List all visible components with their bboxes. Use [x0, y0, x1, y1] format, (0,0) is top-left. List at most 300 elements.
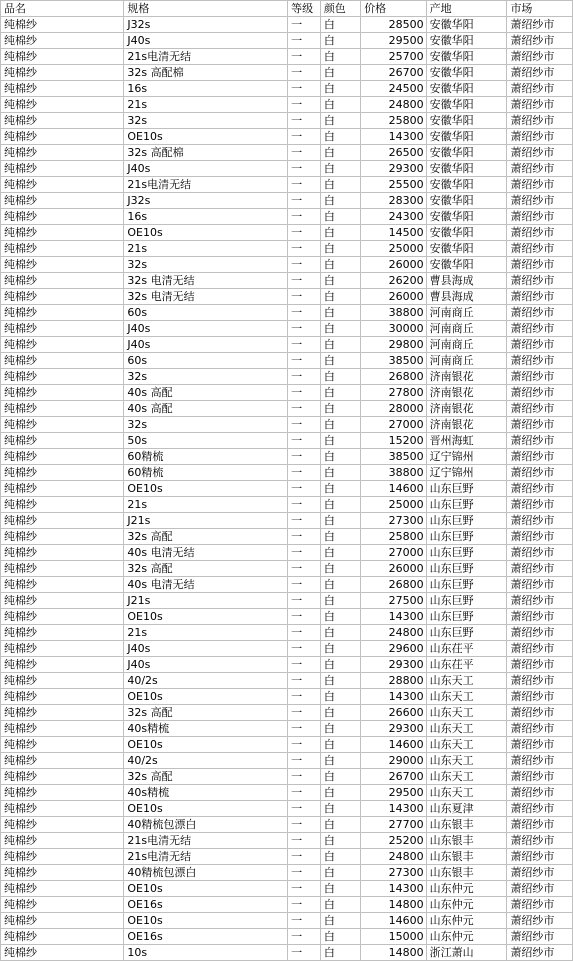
price-cell: 24500: [361, 81, 426, 97]
price-cell: 25800: [361, 529, 426, 545]
grade-cell: 一: [288, 225, 321, 241]
product-name-cell: 纯棉纱: [1, 721, 124, 737]
header-spec: 规格: [124, 1, 288, 17]
spec-cell: 60精梳: [124, 449, 288, 465]
table-row: [1, 321, 573, 337]
price-cell: 27500: [361, 593, 426, 609]
product-name-cell: 纯棉纱: [1, 753, 124, 769]
product-name-cell: 纯棉纱: [1, 433, 124, 449]
grade-cell: 一: [288, 193, 321, 209]
spec-cell: 32s 高配棉: [124, 145, 288, 161]
price-cell: 27000: [361, 545, 426, 561]
grade-cell: 一: [288, 849, 321, 865]
market-cell: 萧绍纱市: [507, 369, 573, 385]
spec-cell: OE10s: [124, 881, 288, 897]
origin-cell: 晋州海虹: [426, 433, 507, 449]
origin-cell: 山东巨野: [426, 609, 507, 625]
market-cell: 萧绍纱市: [507, 929, 573, 945]
market-cell: 萧绍纱市: [507, 145, 573, 161]
origin-cell: 安徽华阳: [426, 49, 507, 65]
market-cell: 萧绍纱市: [507, 337, 573, 353]
origin-cell: 安徽华阳: [426, 33, 507, 49]
market-cell: 萧绍纱市: [507, 865, 573, 881]
table-row: [1, 609, 573, 625]
spec-cell: 21s电清无结: [124, 849, 288, 865]
product-name-cell: 纯棉纱: [1, 289, 124, 305]
spec-cell: 16s: [124, 81, 288, 97]
grade-cell: 一: [288, 161, 321, 177]
origin-cell: 安徽华阳: [426, 177, 507, 193]
grade-cell: 一: [288, 945, 321, 961]
spec-cell: 40s 高配: [124, 385, 288, 401]
origin-cell: 山东天工: [426, 721, 507, 737]
grade-cell: 一: [288, 449, 321, 465]
color-cell: 白: [320, 865, 360, 881]
color-cell: 白: [320, 625, 360, 641]
grade-cell: 一: [288, 97, 321, 113]
color-cell: 白: [320, 81, 360, 97]
spec-cell: J32s: [124, 193, 288, 209]
market-cell: 萧绍纱市: [507, 193, 573, 209]
color-cell: 白: [320, 449, 360, 465]
price-cell: 14800: [361, 945, 426, 961]
table-row: [1, 305, 573, 321]
product-name-cell: 纯棉纱: [1, 561, 124, 577]
spec-cell: J21s: [124, 593, 288, 609]
price-cell: 28800: [361, 673, 426, 689]
price-cell: 14500: [361, 225, 426, 241]
product-name-cell: 纯棉纱: [1, 529, 124, 545]
grade-cell: 一: [288, 129, 321, 145]
color-cell: 白: [320, 897, 360, 913]
origin-cell: 山东巨野: [426, 481, 507, 497]
grade-cell: 一: [288, 929, 321, 945]
color-cell: 白: [320, 849, 360, 865]
price-cell: 15000: [361, 929, 426, 945]
spec-cell: 32s: [124, 369, 288, 385]
price-cell: 24300: [361, 209, 426, 225]
table-row: [1, 65, 573, 81]
origin-cell: 山东天工: [426, 737, 507, 753]
origin-cell: 山东天工: [426, 769, 507, 785]
market-cell: 萧绍纱市: [507, 433, 573, 449]
origin-cell: 山东巨野: [426, 593, 507, 609]
color-cell: 白: [320, 641, 360, 657]
table-row: [1, 833, 573, 849]
table-row: [1, 193, 573, 209]
product-name-cell: 纯棉纱: [1, 193, 124, 209]
grade-cell: 一: [288, 609, 321, 625]
grade-cell: 一: [288, 305, 321, 321]
color-cell: 白: [320, 65, 360, 81]
product-name-cell: 纯棉纱: [1, 913, 124, 929]
product-name-cell: 纯棉纱: [1, 305, 124, 321]
color-cell: 白: [320, 97, 360, 113]
origin-cell: 安徽华阳: [426, 129, 507, 145]
price-cell: 14600: [361, 737, 426, 753]
color-cell: 白: [320, 833, 360, 849]
grade-cell: 一: [288, 881, 321, 897]
color-cell: 白: [320, 769, 360, 785]
price-cell: 14300: [361, 129, 426, 145]
table-row: [1, 49, 573, 65]
price-cell: 38800: [361, 305, 426, 321]
grade-cell: 一: [288, 737, 321, 753]
price-cell: 27300: [361, 865, 426, 881]
market-cell: 萧绍纱市: [507, 177, 573, 193]
spec-cell: 32s 高配: [124, 769, 288, 785]
table-row: [1, 433, 573, 449]
table-row: [1, 657, 573, 673]
price-cell: 24800: [361, 849, 426, 865]
table-row: [1, 481, 573, 497]
grade-cell: 一: [288, 833, 321, 849]
color-cell: 白: [320, 241, 360, 257]
origin-cell: 山东天工: [426, 673, 507, 689]
market-cell: 萧绍纱市: [507, 625, 573, 641]
table-row: [1, 593, 573, 609]
spec-cell: 32s 电清无结: [124, 289, 288, 305]
color-cell: 白: [320, 705, 360, 721]
spec-cell: 50s: [124, 433, 288, 449]
color-cell: 白: [320, 881, 360, 897]
grade-cell: 一: [288, 641, 321, 657]
spec-cell: 40s精梳: [124, 721, 288, 737]
table-row: [1, 705, 573, 721]
spec-cell: 32s 高配棉: [124, 65, 288, 81]
color-cell: 白: [320, 481, 360, 497]
spec-cell: 60s: [124, 305, 288, 321]
product-name-cell: 纯棉纱: [1, 625, 124, 641]
origin-cell: 山东巨野: [426, 545, 507, 561]
price-cell: 27300: [361, 513, 426, 529]
grade-cell: 一: [288, 33, 321, 49]
grade-cell: 一: [288, 65, 321, 81]
price-cell: 29000: [361, 753, 426, 769]
spec-cell: J40s: [124, 321, 288, 337]
spec-cell: OE10s: [124, 129, 288, 145]
spec-cell: OE10s: [124, 801, 288, 817]
price-cell: 26600: [361, 705, 426, 721]
product-name-cell: 纯棉纱: [1, 657, 124, 673]
product-name-cell: 纯棉纱: [1, 113, 124, 129]
market-cell: 萧绍纱市: [507, 753, 573, 769]
table-row: [1, 273, 573, 289]
price-cell: 29300: [361, 161, 426, 177]
table-row: [1, 529, 573, 545]
market-cell: 萧绍纱市: [507, 849, 573, 865]
color-cell: 白: [320, 785, 360, 801]
market-cell: 萧绍纱市: [507, 913, 573, 929]
table-row: [1, 385, 573, 401]
table-row: [1, 161, 573, 177]
table-row: [1, 897, 573, 913]
market-cell: 萧绍纱市: [507, 305, 573, 321]
spec-cell: 40s精梳: [124, 785, 288, 801]
product-name-cell: 纯棉纱: [1, 17, 124, 33]
spec-cell: OE10s: [124, 481, 288, 497]
price-cell: 27000: [361, 417, 426, 433]
table-row: [1, 721, 573, 737]
spec-cell: 21s: [124, 625, 288, 641]
table-row: [1, 449, 573, 465]
product-name-cell: 纯棉纱: [1, 705, 124, 721]
color-cell: 白: [320, 497, 360, 513]
grade-cell: 一: [288, 705, 321, 721]
origin-cell: 山东夏津: [426, 801, 507, 817]
grade-cell: 一: [288, 529, 321, 545]
origin-cell: 安徽华阳: [426, 65, 507, 81]
origin-cell: 安徽华阳: [426, 193, 507, 209]
market-cell: 萧绍纱市: [507, 593, 573, 609]
table-row: [1, 465, 573, 481]
market-cell: 萧绍纱市: [507, 161, 573, 177]
color-cell: 白: [320, 321, 360, 337]
spec-cell: 40精梳包漂白: [124, 817, 288, 833]
product-name-cell: 纯棉纱: [1, 881, 124, 897]
table-row: [1, 17, 573, 33]
table-row: [1, 289, 573, 305]
product-name-cell: 纯棉纱: [1, 225, 124, 241]
spec-cell: 21s电清无结: [124, 833, 288, 849]
product-name-cell: 纯棉纱: [1, 817, 124, 833]
header-grade: 等级: [288, 1, 321, 17]
table-row: [1, 945, 573, 961]
spec-cell: OE10s: [124, 609, 288, 625]
color-cell: 白: [320, 529, 360, 545]
product-name-cell: 纯棉纱: [1, 257, 124, 273]
spec-cell: 32s 电清无结: [124, 273, 288, 289]
grade-cell: 一: [288, 689, 321, 705]
market-cell: 萧绍纱市: [507, 673, 573, 689]
product-name-cell: 纯棉纱: [1, 353, 124, 369]
table-row: [1, 577, 573, 593]
origin-cell: 河南商丘: [426, 353, 507, 369]
product-name-cell: 纯棉纱: [1, 241, 124, 257]
origin-cell: 山东巨野: [426, 625, 507, 641]
table-row: [1, 33, 573, 49]
table-row: [1, 865, 573, 881]
product-name-cell: 纯棉纱: [1, 385, 124, 401]
product-name-cell: 纯棉纱: [1, 593, 124, 609]
origin-cell: 安徽华阳: [426, 257, 507, 273]
product-name-cell: 纯棉纱: [1, 801, 124, 817]
price-cell: 26000: [361, 289, 426, 305]
grade-cell: 一: [288, 417, 321, 433]
origin-cell: 济南银花: [426, 417, 507, 433]
spec-cell: OE10s: [124, 737, 288, 753]
color-cell: 白: [320, 145, 360, 161]
product-name-cell: 纯棉纱: [1, 513, 124, 529]
spec-cell: 32s 高配: [124, 561, 288, 577]
color-cell: 白: [320, 561, 360, 577]
price-cell: 14600: [361, 913, 426, 929]
market-cell: 萧绍纱市: [507, 513, 573, 529]
table-row: [1, 625, 573, 641]
product-name-cell: 纯棉纱: [1, 737, 124, 753]
market-cell: 萧绍纱市: [507, 241, 573, 257]
market-cell: 萧绍纱市: [507, 417, 573, 433]
grade-cell: 一: [288, 465, 321, 481]
color-cell: 白: [320, 369, 360, 385]
product-name-cell: 纯棉纱: [1, 369, 124, 385]
table-row: [1, 769, 573, 785]
spec-cell: 40/2s: [124, 673, 288, 689]
color-cell: 白: [320, 577, 360, 593]
product-name-cell: 纯棉纱: [1, 641, 124, 657]
origin-cell: 山东银丰: [426, 865, 507, 881]
grade-cell: 一: [288, 209, 321, 225]
color-cell: 白: [320, 401, 360, 417]
spec-cell: 40/2s: [124, 753, 288, 769]
color-cell: 白: [320, 817, 360, 833]
market-cell: 萧绍纱市: [507, 49, 573, 65]
header-origin: 产地: [426, 1, 507, 17]
color-cell: 白: [320, 129, 360, 145]
color-cell: 白: [320, 737, 360, 753]
spec-cell: OE10s: [124, 225, 288, 241]
grade-cell: 一: [288, 241, 321, 257]
color-cell: 白: [320, 113, 360, 129]
origin-cell: 安徽华阳: [426, 17, 507, 33]
color-cell: 白: [320, 289, 360, 305]
color-cell: 白: [320, 513, 360, 529]
origin-cell: 济南银花: [426, 369, 507, 385]
grade-cell: 一: [288, 593, 321, 609]
table-row: [1, 145, 573, 161]
product-name-cell: 纯棉纱: [1, 337, 124, 353]
market-cell: 萧绍纱市: [507, 33, 573, 49]
origin-cell: 安徽华阳: [426, 113, 507, 129]
color-cell: 白: [320, 209, 360, 225]
table-row: [1, 817, 573, 833]
origin-cell: 辽宁锦州: [426, 449, 507, 465]
market-cell: 萧绍纱市: [507, 785, 573, 801]
table-row: [1, 417, 573, 433]
table-row: [1, 113, 573, 129]
product-name-cell: 纯棉纱: [1, 833, 124, 849]
price-cell: 14300: [361, 609, 426, 625]
grade-cell: 一: [288, 17, 321, 33]
origin-cell: 山东银丰: [426, 833, 507, 849]
header-row: [1, 1, 573, 17]
origin-cell: 济南银花: [426, 385, 507, 401]
market-cell: 萧绍纱市: [507, 817, 573, 833]
origin-cell: 山东仲元: [426, 881, 507, 897]
market-cell: 萧绍纱市: [507, 897, 573, 913]
price-cell: 25800: [361, 113, 426, 129]
table-row: [1, 209, 573, 225]
color-cell: 白: [320, 657, 360, 673]
origin-cell: 安徽华阳: [426, 241, 507, 257]
spec-cell: 32s: [124, 257, 288, 273]
market-cell: 萧绍纱市: [507, 81, 573, 97]
color-cell: 白: [320, 929, 360, 945]
table-row: [1, 257, 573, 273]
table-body: [1, 17, 573, 961]
market-cell: 萧绍纱市: [507, 465, 573, 481]
price-cell: 26700: [361, 65, 426, 81]
market-cell: 萧绍纱市: [507, 481, 573, 497]
color-cell: 白: [320, 433, 360, 449]
origin-cell: 济南银花: [426, 401, 507, 417]
market-cell: 萧绍纱市: [507, 721, 573, 737]
product-name-cell: 纯棉纱: [1, 65, 124, 81]
product-name-cell: 纯棉纱: [1, 321, 124, 337]
table-row: [1, 177, 573, 193]
color-cell: 白: [320, 753, 360, 769]
price-cell: 26500: [361, 145, 426, 161]
spec-cell: J21s: [124, 513, 288, 529]
market-cell: 萧绍纱市: [507, 209, 573, 225]
market-cell: 萧绍纱市: [507, 529, 573, 545]
spec-cell: 32s: [124, 417, 288, 433]
table-row: [1, 641, 573, 657]
market-cell: 萧绍纱市: [507, 689, 573, 705]
market-cell: 萧绍纱市: [507, 273, 573, 289]
price-cell: 29500: [361, 33, 426, 49]
table-row: [1, 689, 573, 705]
spec-cell: 40s 电清无结: [124, 577, 288, 593]
header-price: 价格: [361, 1, 426, 17]
grade-cell: 一: [288, 497, 321, 513]
color-cell: 白: [320, 161, 360, 177]
market-cell: 萧绍纱市: [507, 769, 573, 785]
price-cell: 14300: [361, 801, 426, 817]
price-cell: 29500: [361, 785, 426, 801]
product-name-cell: 纯棉纱: [1, 417, 124, 433]
product-name-cell: 纯棉纱: [1, 129, 124, 145]
grade-cell: 一: [288, 769, 321, 785]
price-cell: 26700: [361, 769, 426, 785]
grade-cell: 一: [288, 145, 321, 161]
grade-cell: 一: [288, 673, 321, 689]
color-cell: 白: [320, 913, 360, 929]
price-cell: 28300: [361, 193, 426, 209]
origin-cell: 河南商丘: [426, 337, 507, 353]
price-cell: 26800: [361, 577, 426, 593]
product-name-cell: 纯棉纱: [1, 97, 124, 113]
grade-cell: 一: [288, 577, 321, 593]
price-cell: 26000: [361, 561, 426, 577]
color-cell: 白: [320, 945, 360, 961]
market-cell: 萧绍纱市: [507, 449, 573, 465]
market-cell: 萧绍纱市: [507, 97, 573, 113]
color-cell: 白: [320, 273, 360, 289]
grade-cell: 一: [288, 625, 321, 641]
product-name-cell: 纯棉纱: [1, 609, 124, 625]
color-cell: 白: [320, 49, 360, 65]
origin-cell: 山东巨野: [426, 561, 507, 577]
grade-cell: 一: [288, 113, 321, 129]
grade-cell: 一: [288, 337, 321, 353]
price-cell: 25000: [361, 241, 426, 257]
spec-cell: 16s: [124, 209, 288, 225]
price-cell: 38800: [361, 465, 426, 481]
table-row: [1, 753, 573, 769]
product-name-cell: 纯棉纱: [1, 929, 124, 945]
spec-cell: 10s: [124, 945, 288, 961]
origin-cell: 山东仲元: [426, 929, 507, 945]
price-cell: 28500: [361, 17, 426, 33]
market-cell: 萧绍纱市: [507, 257, 573, 273]
spec-cell: OE10s: [124, 689, 288, 705]
spec-cell: J32s: [124, 17, 288, 33]
price-cell: 29800: [361, 337, 426, 353]
product-name-cell: 纯棉纱: [1, 273, 124, 289]
origin-cell: 山东天工: [426, 705, 507, 721]
product-name-cell: 纯棉纱: [1, 785, 124, 801]
